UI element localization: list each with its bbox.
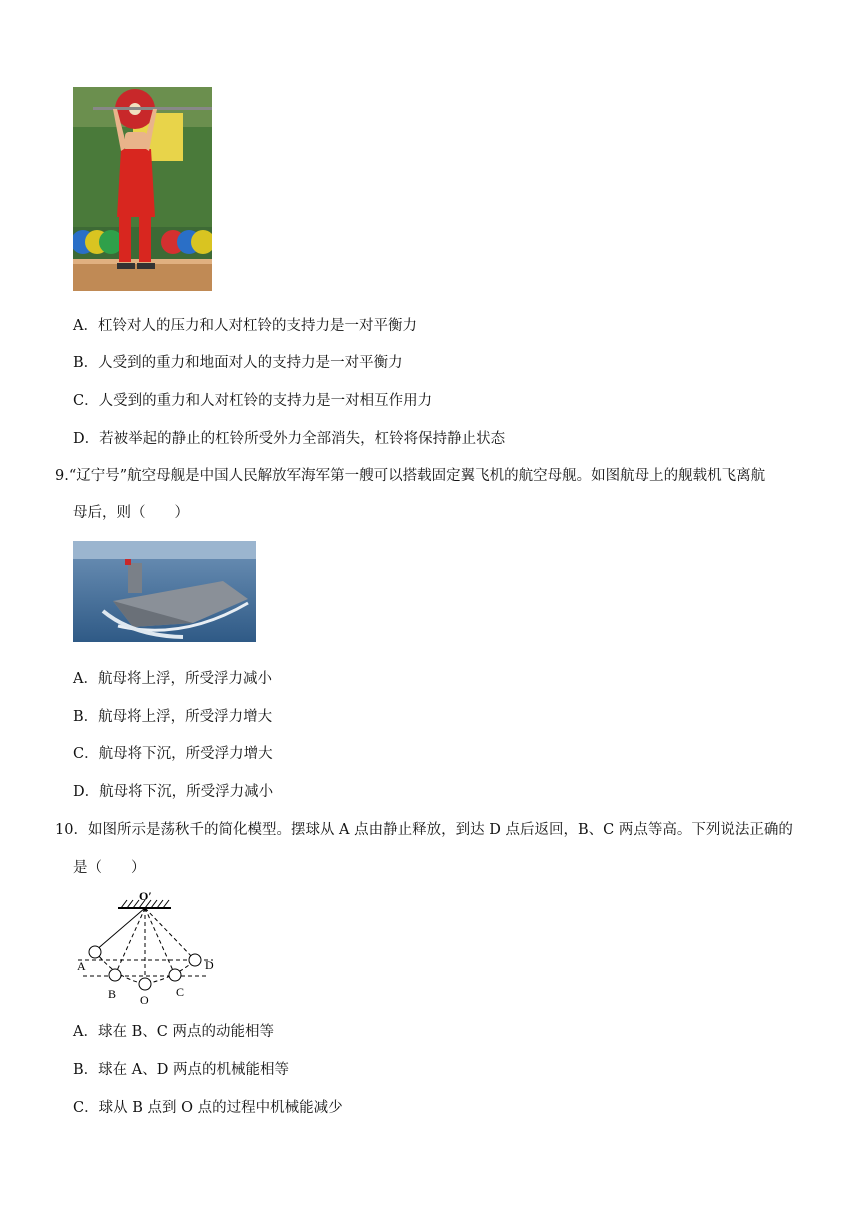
q9-option-a: A．航母将上浮，所受浮力减小 (73, 671, 272, 687)
pendulum-diagram (73, 883, 223, 1007)
q9-stem-line2: 母后，则（ ） (73, 505, 189, 521)
q9-option-d: D．航母将下沉，所受浮力减小 (73, 784, 274, 800)
point-o-label: O (140, 993, 149, 1007)
point-d-label: D (205, 958, 214, 972)
q8-option-b: B．人受到的重力和地面对人的支持力是一对平衡力 (73, 355, 403, 371)
q10-option-b: B．球在 A、D 两点的机械能相等 (73, 1062, 289, 1078)
weightlifter-photo (73, 87, 212, 291)
point-c-label: C (176, 985, 185, 999)
q10-stem-line1: 10．如图所示是荡秋千的简化模型。摆球从 A 点由静止释放，到达 D 点后返回，B、C 两点等高。下列说法正确的 (55, 822, 793, 838)
q9-stem-line1: 9.“辽宁号”航空母舰是中国人民解放军海军第一艘可以搭载固定翼飞机的航空母舰。如图航母上的舰载机飞离航 (55, 468, 766, 484)
q10-option-c: C．球从 B 点到 O 点的过程中机械能减少 (73, 1100, 343, 1116)
q8-option-a: A．杠铃对人的压力和人对杠铃的支持力是一对平衡力 (73, 318, 417, 334)
pivot-label: O′ (139, 889, 152, 903)
q8-option-c: C．人受到的重力和人对杠铃的支持力是一对相互作用力 (73, 393, 433, 409)
q8-option-d: D．若被举起的静止的杠铃所受外力全部消失，杠铃将保持静止状态 (73, 431, 506, 447)
aircraft-carrier-photo (73, 541, 256, 642)
point-b-label: B (108, 987, 117, 1001)
q10-option-a: A．球在 B、C 两点的动能相等 (73, 1024, 274, 1040)
q9-option-b: B．航母将上浮，所受浮力增大 (73, 709, 273, 725)
q10-stem-line2: 是（ ） (73, 860, 146, 876)
point-a-label: A (77, 959, 86, 973)
q9-option-c: C．航母将下沉，所受浮力增大 (73, 746, 273, 762)
